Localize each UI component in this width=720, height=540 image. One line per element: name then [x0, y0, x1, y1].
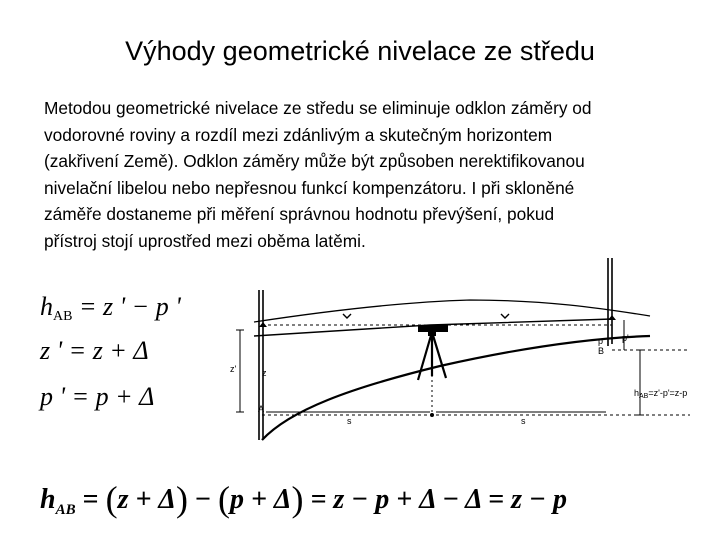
label-p-prime: p': [622, 333, 629, 343]
derivation-formula: $h_{AB} = (z + \Delta) - (p + \Delta) = z - p + \Delta - \Delta = z - p$: [40, 479, 567, 519]
terrain-line: [262, 336, 650, 440]
formula-p-prime: p ' = p + Δ: [40, 382, 155, 411]
slide-title: Výhody geometrické nivelace ze středu: [125, 36, 595, 66]
staff-a: [259, 290, 263, 440]
label-p: p: [598, 336, 604, 346]
paragraph-line: vodorovné roviny a rozdíl mezi zdánlivým a skutečným horizontem: [44, 124, 553, 145]
staff-b: [608, 258, 612, 346]
angle-tick-left: [343, 314, 351, 318]
paragraph-line: nivelační libelou nebo nepřesnou funkcí kompenzátoru. I při skloněné: [44, 177, 575, 198]
level-instrument-icon: [418, 325, 448, 332]
label-z-prime: z': [230, 364, 237, 374]
label-h-ab: $h_{AB}=z'-p'=z-p$: [634, 388, 688, 400]
angle-tick-right: [501, 314, 509, 318]
label-s-left: s: [347, 416, 352, 426]
tripod: [418, 332, 446, 380]
formula-h-ab: hAB = z ' − p ': [40, 292, 181, 324]
label-b: B: [598, 346, 605, 356]
formula-z-prime: z ' = z + Δ: [40, 336, 149, 365]
instrument-base: [428, 332, 436, 336]
dim-z-prime: [236, 330, 244, 412]
label-s-right: s: [521, 416, 526, 426]
paragraph-line: přístroj stojí uprostřed mezi oběma latěmi.: [44, 230, 366, 251]
label-z: z: [262, 368, 267, 378]
curvature-arc: [254, 300, 650, 322]
midpoint-dot: [430, 413, 434, 417]
reading-marker-a: [259, 322, 267, 327]
reading-marker-b: [608, 315, 616, 320]
paragraph-line: (zakřivení Země). Odklon záměry může být způsoben nerektifikovanou: [44, 151, 585, 171]
dim-h-ab: [636, 350, 644, 415]
paragraph-line: záměře dostaneme při měření správnou hodnotu převýšení, pokud: [44, 204, 555, 224]
paragraph-line: Metodou geometrické nivelace ze středu se eliminuje odklon záměry od: [44, 98, 592, 118]
label-a: A: [258, 404, 265, 414]
